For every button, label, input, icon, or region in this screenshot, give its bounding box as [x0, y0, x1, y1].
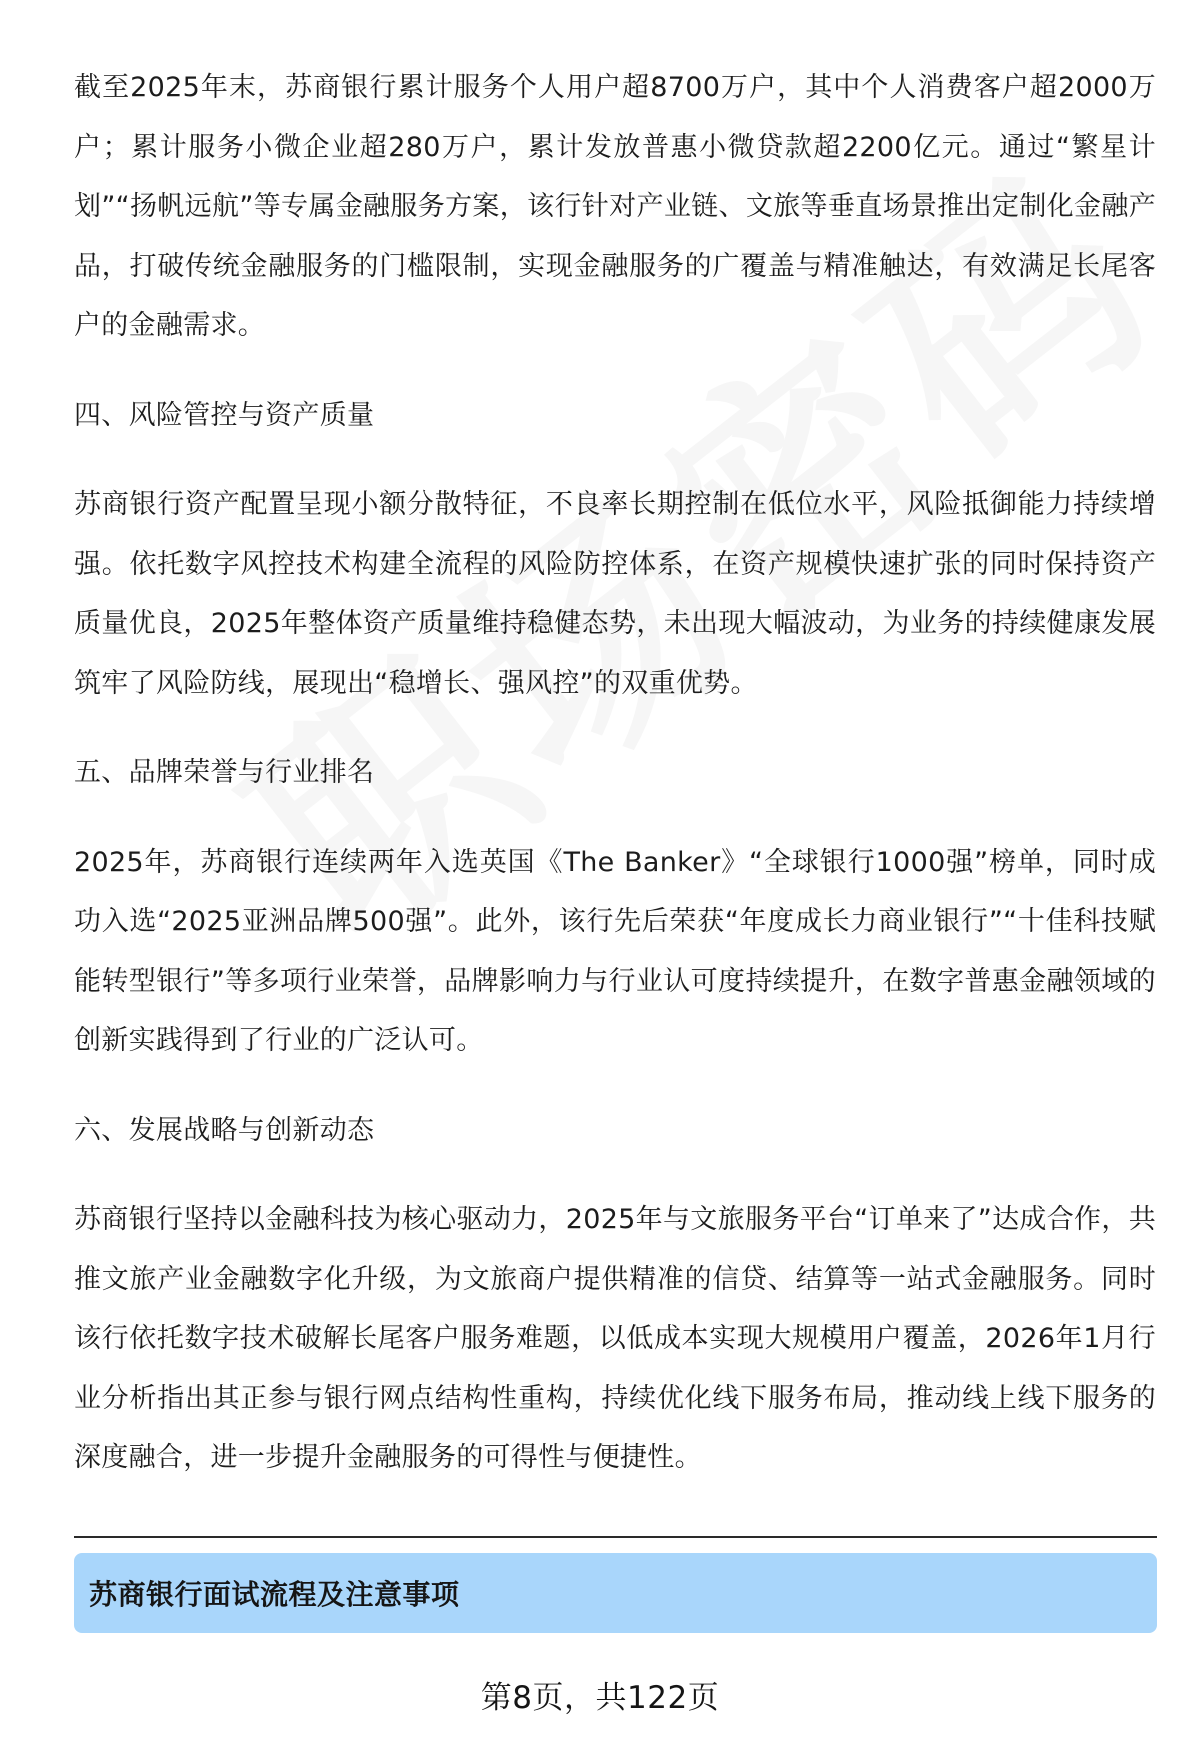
spacer — [74, 1160, 1156, 1190]
spacer — [74, 803, 1156, 833]
document-body — [74, 58, 1156, 1488]
paragraph-strategy: 苏商银行坚持以金融科技为核心驱动力，2025年与文旅服务平台“订单来了”达成合作，共推文旅产业金融数字化升级，为文旅商户提供精准的信贷、结算等一站式金融服务。同时该行依托数字技术破解长尾客户服务难题，以低成本实现大规模用户覆盖，2026年1月行业分析指出其正参与银行网点结构性重构，持续优化线下服务布局，推动线上线下服务的深度融合，进一步提升金融服务的可得性与便捷性。 — [74, 1204, 1156, 1473]
spacer — [74, 445, 1156, 475]
spacer — [74, 713, 1156, 743]
banner-title: 苏商银行面试流程及注意事项 — [89, 1578, 460, 1611]
section-heading-brand: 五、品牌荣誉与行业排名 — [74, 757, 375, 788]
spacer — [74, 356, 1156, 386]
section-banner — [74, 1553, 1157, 1633]
paragraph-user-stats: 截至2025年末，苏商银行累计服务个人用户超8700万户，其中个人消费客户超2000万户；累计服务小微企业超280万户，累计发放普惠小微贷款超2200亿元。通过“繁星计划”“扬帆远航”等专属金融服务方案，该行针对产业链、文旅等垂直场景推出定制化金融产品，打破传统金融服务的门槛限制，实现金融服务的广覆盖与精准触达，有效满足长尾客户的金融需求。 — [74, 72, 1156, 341]
spacer — [74, 1071, 1156, 1101]
page-number: 第8页，共122页 — [480, 1680, 720, 1716]
section-heading-risk: 四、风险管控与资产质量 — [74, 399, 375, 431]
section-heading-strategy: 六、发展战略与创新动态 — [74, 1114, 375, 1146]
paragraph-brand: 2025年，苏商银行连续两年入选英国《The Banker》“全球银行1000强”榜单，同时成功入选“2025亚洲品牌500强”。此外，该行先后荣获“年度成长力商业银行”“十佳科技赋能转型银行”等多项行业荣誉，品牌影响力与行业认可度持续提升，在数字普惠金融领域的创新实践得到了行业的广泛认可。 — [74, 846, 1156, 1056]
paragraph-risk: 苏商银行资产配置呈现小额分散特征，不良率长期控制在低位水平，风险抵御能力持续增强。依托数字风控技术构建全流程的风险防控体系，在资产规模快速扩张的同时保持资产质量优良，2025年整体资产质量维持稳健态势，未出现大幅波动，为业务的持续健康发展筑牢了风险防线，展现出“稳增长、强风控”的双重优势。 — [74, 489, 1156, 699]
section-divider — [74, 1536, 1157, 1538]
